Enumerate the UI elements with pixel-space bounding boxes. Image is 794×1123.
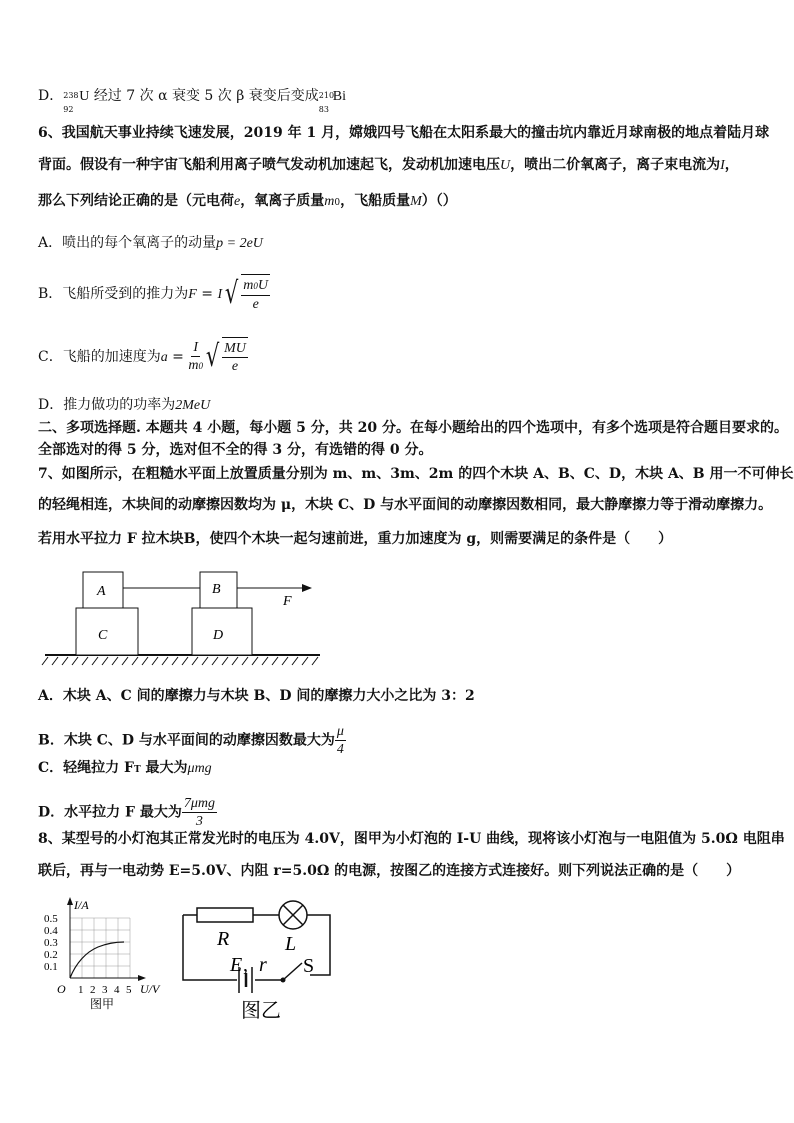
q6-line1: 6、我国航天事业持续飞速发展，2019 年 1 月，嫦娥四号飞船在太阳系最大的撞击坑内靠近月球南极的地点着陆月球 <box>38 125 770 141</box>
svg-text:O: O <box>57 982 66 996</box>
q6-option-a: A．喷出的每个氧离子的动量p = 2eU <box>38 235 263 251</box>
svg-text:I/A: I/A <box>74 898 89 912</box>
q7-block-figure <box>40 565 330 670</box>
q8-line1: 8、某型号的小灯泡其正常发光时的电压为 4.0V，图甲为小灯泡的 I-U 曲线，现将该小灯泡与一电阻值为 5.0Ω 电阻串 <box>38 831 785 847</box>
svg-text:0.3: 0.3 <box>44 937 58 949</box>
label-a: A <box>97 584 106 599</box>
svg-text:3: 3 <box>102 984 108 996</box>
svg-text:E: E <box>230 954 243 976</box>
q6-option-b: B．飞船所受到的推力为F = I √ $\frac{m0U}{e}$ <box>38 276 269 312</box>
svg-text:1: 1 <box>78 984 84 996</box>
graph-caption: 图甲 <box>90 997 115 1011</box>
svg-text:5: 5 <box>126 984 132 996</box>
q7-line3: 若用水平拉力 F 拉木块B，使四个木块一起匀速前进，重力加速度为 g，则需要满足的条件是（ ） <box>38 531 673 547</box>
svg-text:S: S <box>303 955 315 977</box>
iu-curve <box>70 942 124 978</box>
svg-text:0.5: 0.5 <box>44 913 58 925</box>
resistor-icon <box>197 908 253 922</box>
svg-text:,: , <box>243 954 248 976</box>
q7-line1: 7、如图所示，在粗糙水平面上放置质量分别为 m、m、3m、2m 的四个木块 A、B、C、D，木块 A、B 用一不可伸长 <box>38 466 794 482</box>
switch-icon <box>283 963 302 980</box>
q6-option-c: C．飞船的加速度为a = $\frac{I}{m0}$ √ $\frac{MU}{e}$ <box>38 337 248 377</box>
q7-option-d: D．水平拉力 F 最大为 $\frac{\text{7μmg}}{3}$ <box>38 796 215 829</box>
circuit-caption: 图乙 <box>241 1000 281 1022</box>
svg-text:r: r <box>259 954 267 976</box>
iu-graph <box>40 895 175 1020</box>
label-f: F <box>283 594 292 609</box>
prev-option-d: D． 238 92 U 经过 7 次 α 衰变 5 次 β 衰变后变成 210 83 Bi <box>38 88 347 114</box>
svg-text:2: 2 <box>90 984 96 996</box>
svg-text:0.2: 0.2 <box>44 949 58 961</box>
q7-line2: 的轻绳相连，木块间的动摩擦因数均为 μ，木块 C、D 与水平面间的动摩擦因数相同，最大静摩擦力等于滑动摩擦力。 <box>38 497 773 513</box>
label-c: C <box>98 628 108 643</box>
force-arrow-icon <box>302 584 312 592</box>
svg-text:0.4: 0.4 <box>44 925 58 937</box>
section2-line2: 全部选对的得 5 分，选对但不全的得 3 分，有选错的得 0 分。 <box>38 442 433 458</box>
label-d: D <box>213 628 224 643</box>
svg-text:U/V: U/V <box>140 982 160 996</box>
svg-text:0.1: 0.1 <box>44 961 58 973</box>
q7-option-a: A．木块 A、C 间的摩擦力与木块 B、D 间的摩擦力大小之比为 3：2 <box>38 688 475 704</box>
svg-text:R: R <box>217 928 230 950</box>
q6-line2: 背面。假设有一种宇宙飞船利用离子喷气发动机加速起飞，发动机加速电压U，喷出二价氧离子，离子束电流为I， <box>38 157 739 173</box>
q8-line2: 联后，再与一电动势 E=5.0V、内阻 r=5.0Ω 的电源，按图乙的连接方式连接好。则下列说法正确的是（ ） <box>38 863 741 879</box>
q7-option-c: C．轻绳拉力 FT 最大为μmg <box>38 760 212 776</box>
svg-text:4: 4 <box>114 984 120 996</box>
label-b: B <box>212 582 221 597</box>
section2-line1: 二、多项选择题. 本题共 4 小题，每小题 5 分，共 20 分。在每小题给出的四个选项中，有多个选项是符合题目要求的。 <box>38 420 788 436</box>
circuit-diagram <box>175 895 345 1025</box>
q6-line3: 那么下列结论正确的是（元电荷e，氧离子质量m0，飞船质量M）（） <box>38 193 457 209</box>
q7-option-b: B．木块 C、D 与水平面间的动摩擦因数最大为 $\frac{\mu}{4}$ <box>38 724 344 757</box>
svg-text:L: L <box>285 933 297 955</box>
q6-option-d: D．推力做功的功率为2MeU <box>38 397 211 413</box>
